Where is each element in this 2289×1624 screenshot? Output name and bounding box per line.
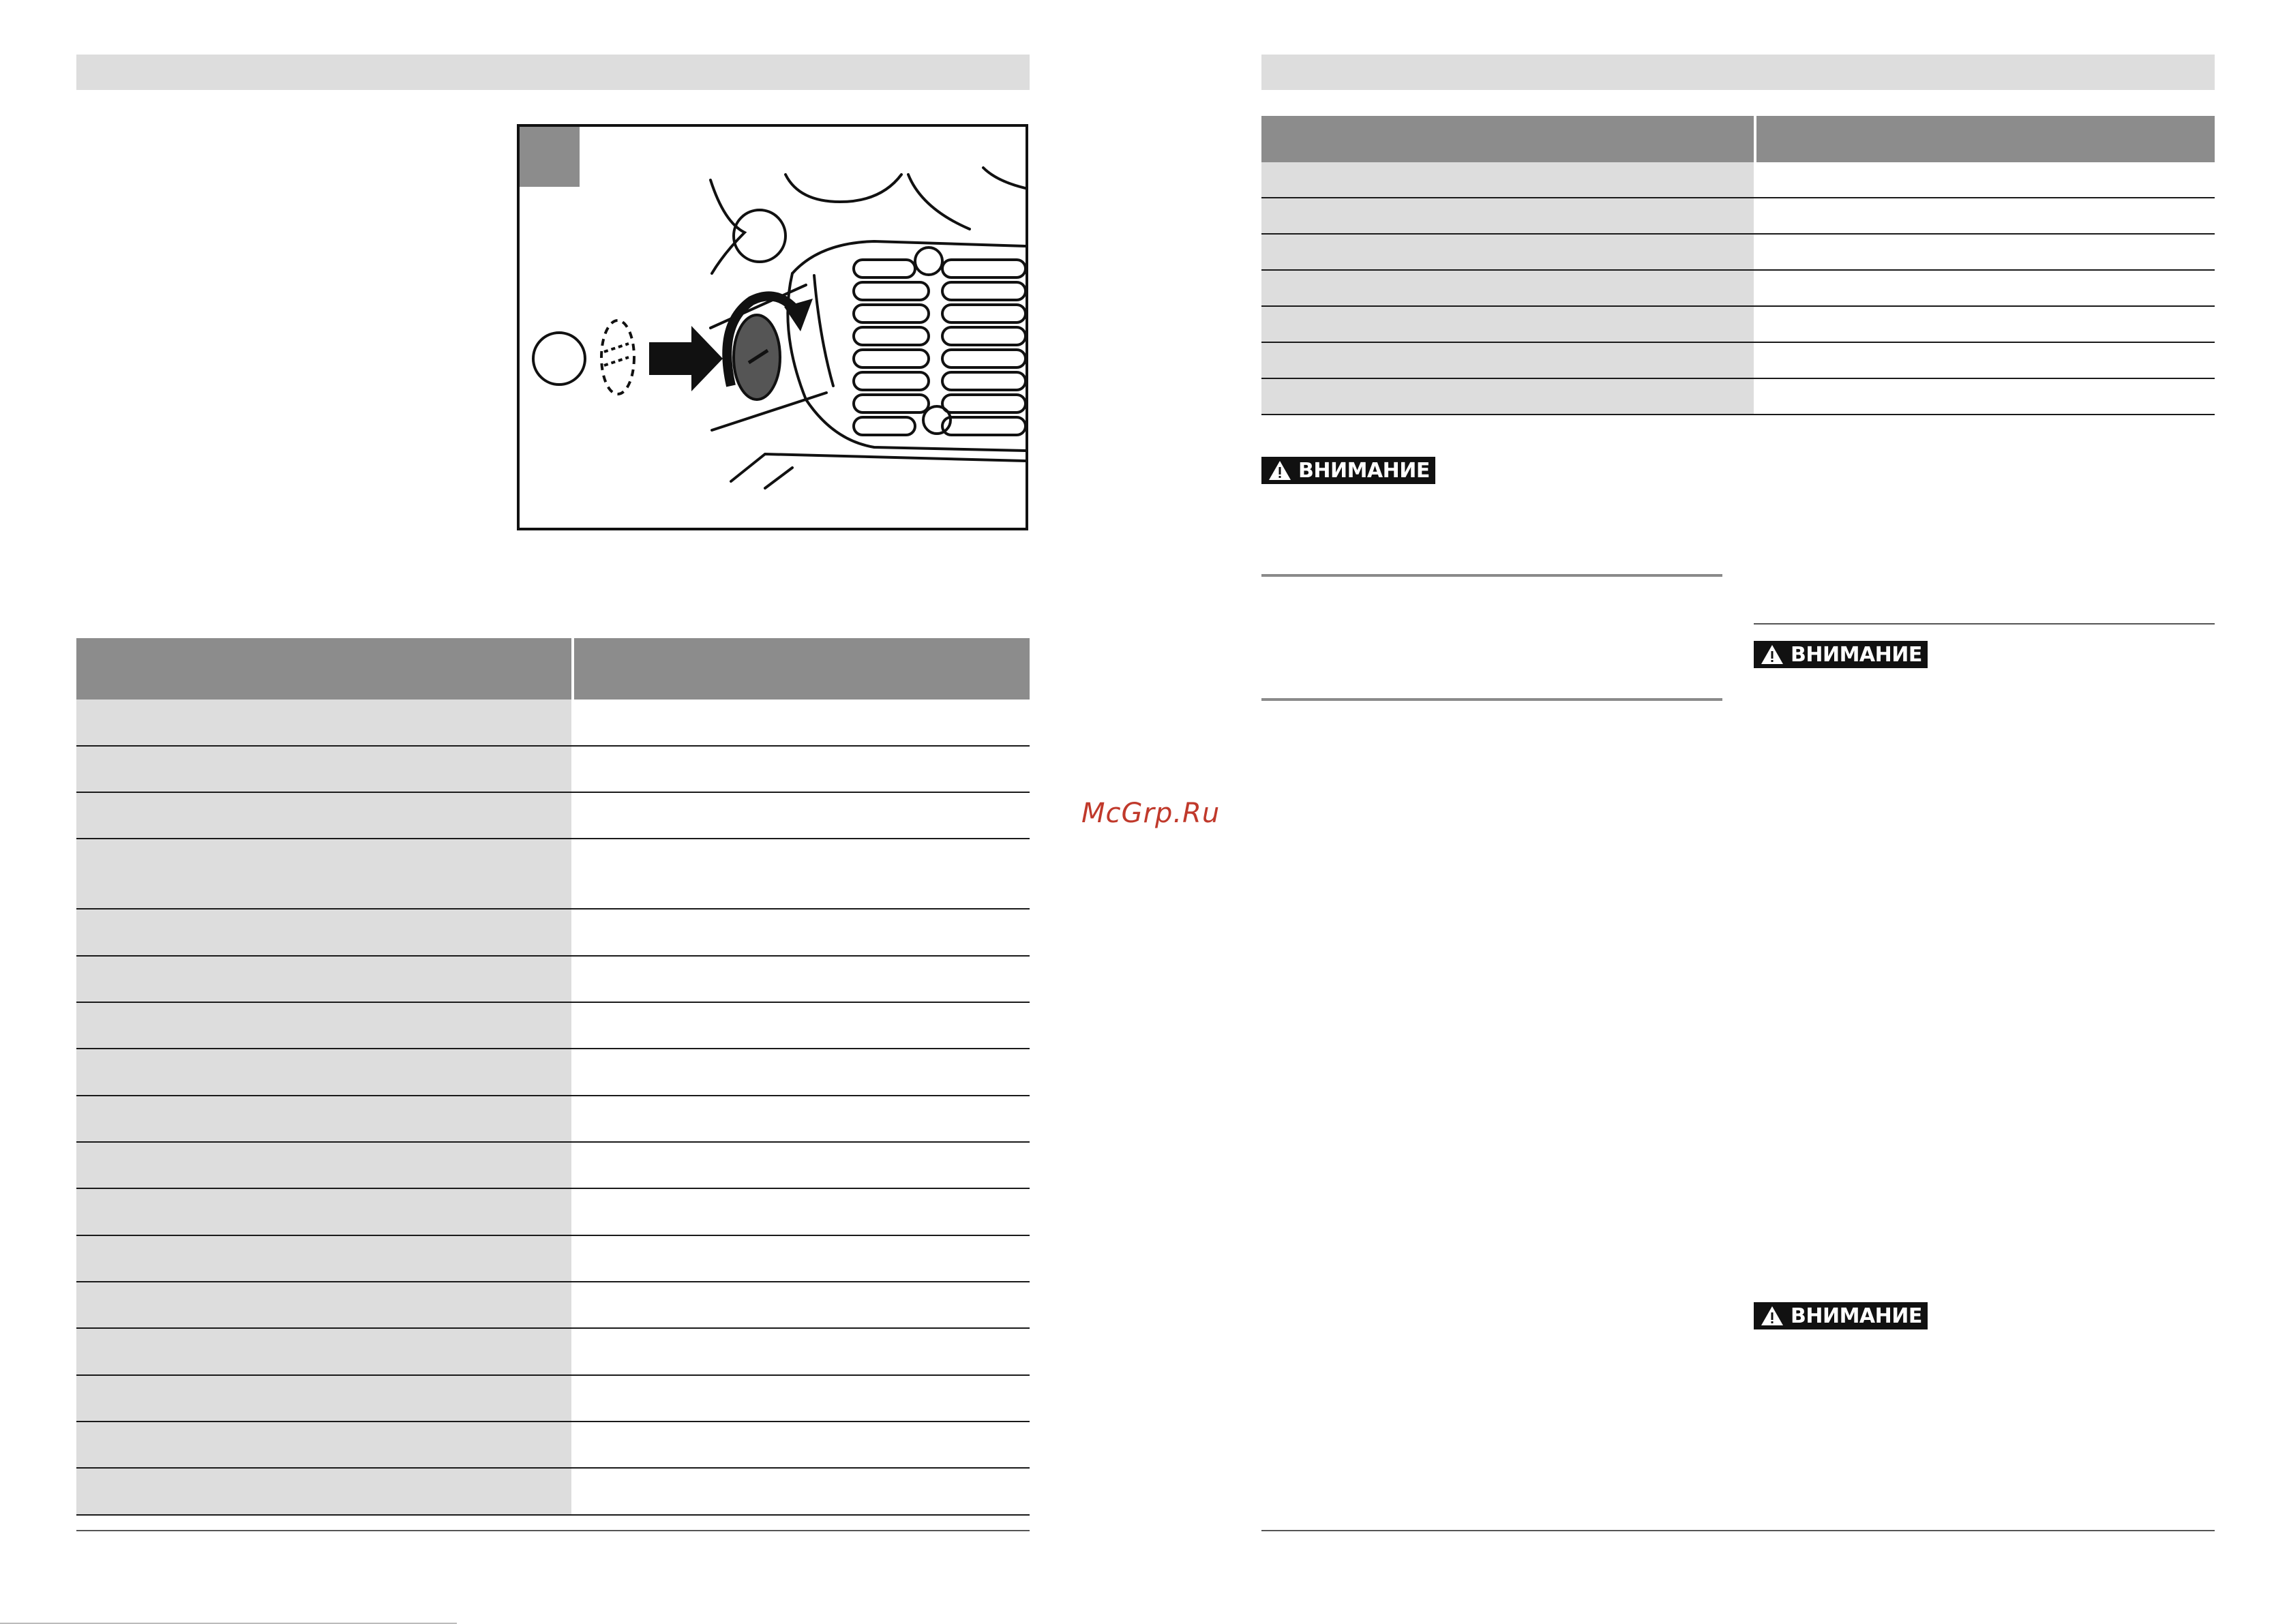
warning-label-1: [1261, 457, 1435, 484]
warning-label-3: [1754, 1302, 1928, 1329]
warning-triangle-icon: [1268, 460, 1291, 481]
table-row: [1261, 162, 2215, 198]
table-row: [76, 1049, 1030, 1096]
warning-text: ВНИМАНИЕ: [1298, 458, 1430, 483]
table-row: [76, 1096, 1030, 1143]
table-row: [76, 793, 1030, 839]
right-spec-table: [1261, 116, 2215, 415]
table-row: [76, 1329, 1030, 1376]
right-page-footer-rule: [1261, 1530, 2215, 1531]
table-row: [76, 1189, 1030, 1236]
table-row: [76, 1422, 1030, 1469]
table-row: [1261, 307, 2215, 343]
table-row: [1261, 271, 2215, 307]
table-row: [76, 1143, 1030, 1189]
watermark: McGrp.Ru: [1081, 798, 1221, 829]
adjustment-figure: [517, 124, 1028, 530]
section-rule-bottom: [1261, 698, 1722, 701]
warning-text: ВНИМАНИЕ: [1791, 1304, 1922, 1328]
column-rule: [1754, 623, 2215, 625]
warning-text: ВНИМАНИЕ: [1791, 642, 1922, 667]
left-page-header-band: [76, 55, 1030, 90]
header-cell-2: [574, 638, 1030, 700]
table-row: [1261, 343, 2215, 379]
table-row: [1261, 198, 2215, 235]
table-row: [76, 1376, 1030, 1422]
table-row: [76, 747, 1030, 793]
header-cell-2: [1756, 116, 2215, 162]
table-row: [76, 1236, 1030, 1282]
table-row: [1261, 379, 2215, 415]
table-header: [76, 638, 1030, 700]
screw-adjustment-diagram: [520, 127, 1026, 528]
table-row: [76, 1003, 1030, 1049]
table-row: [76, 1282, 1030, 1329]
section-rule-top: [1261, 574, 1722, 577]
header-cell-1: [76, 638, 571, 700]
warning-label-2: [1754, 641, 1928, 668]
left-page-footer-rule: [76, 1530, 1030, 1531]
warning-triangle-icon: [1761, 644, 1784, 665]
table-row: [76, 700, 1030, 747]
right-page-header-band: [1261, 55, 2215, 90]
table-row: [76, 1469, 1030, 1516]
table-row: [1261, 235, 2215, 271]
left-spec-table: [76, 638, 1030, 1516]
warning-triangle-icon: [1761, 1306, 1784, 1326]
table-row: [76, 839, 1030, 909]
header-cell-1: [1261, 116, 1754, 162]
table-header: [1261, 116, 2215, 162]
table-row: [76, 957, 1030, 1003]
table-row: [76, 909, 1030, 957]
